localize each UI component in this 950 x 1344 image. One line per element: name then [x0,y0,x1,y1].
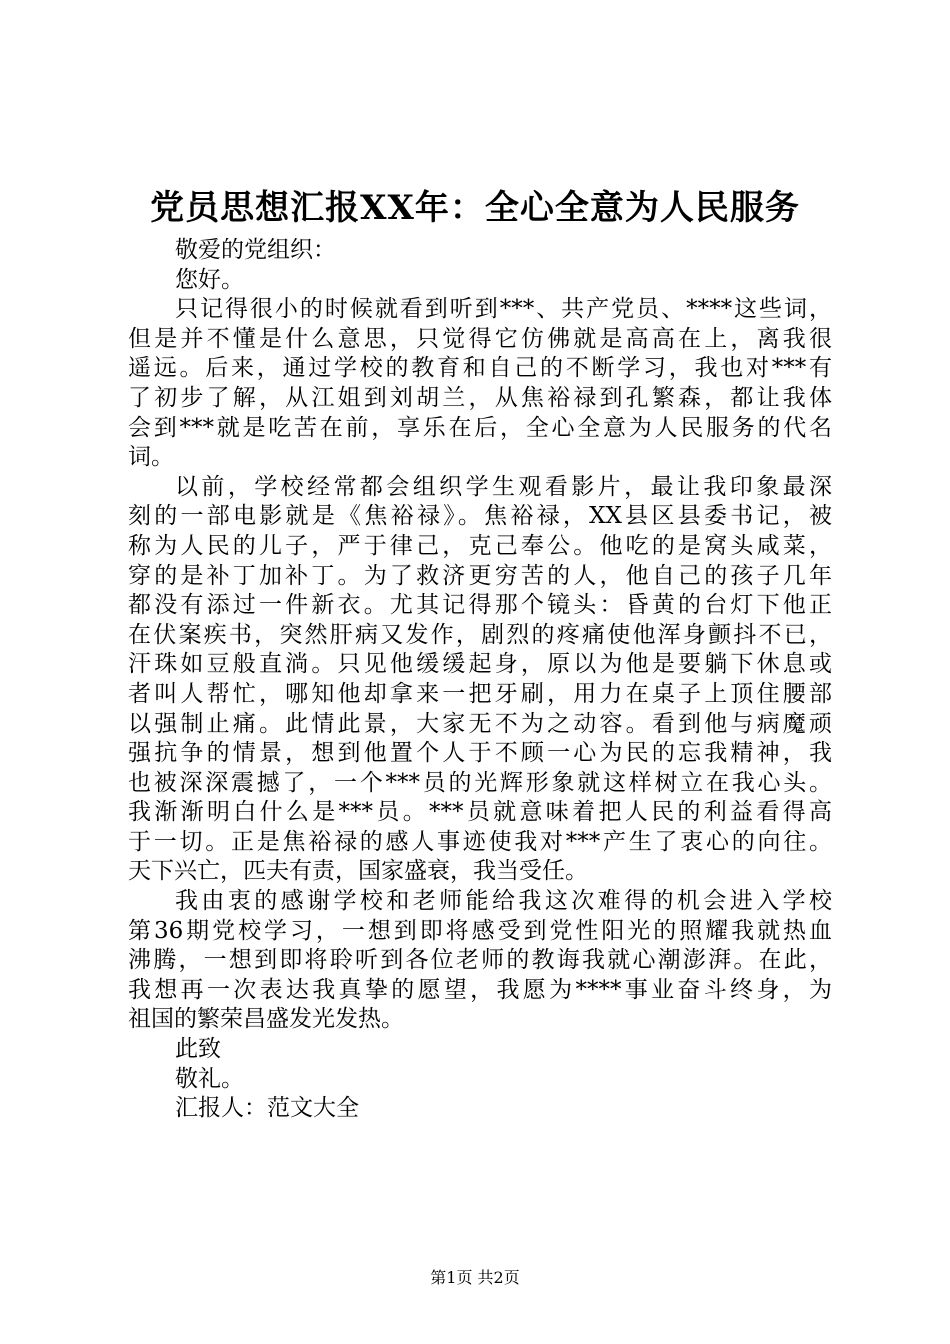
paragraph-line: 于一切。正是焦裕禄的感人事迹使我对***产生了衷心的向往。 [128,828,832,855]
paragraph-line: 者叫人帮忙，哪知他却拿来一把牙刷，用力在桌子上顶住腰部 [128,680,832,707]
paragraph-1 [128,295,832,473]
paragraph-line: 祖国的繁荣昌盛发光发热。 [128,1006,404,1033]
paragraph-line: 我由衷的感谢学校和老师能给我这次难得的机会进入学校 [175,888,832,915]
greeting: 您好。 [175,266,244,293]
paragraph-line: 遥远。后来，通过学校的教育和自己的不断学习，我也对***有 [128,355,832,382]
closing-line-1: 此致 [175,1036,221,1063]
paragraph-2 [128,473,832,887]
paragraph-line: 词。 [128,444,174,471]
paragraph-line: 在伏案疾书，突然肝病又发作，剧烈的疼痛使他浑身颤抖不已， [128,621,832,648]
paragraph-3 [128,887,832,1035]
paragraph-line: 刻的一部电影就是《焦裕禄》。焦裕禄，XX县区县委书记，被 [128,503,832,530]
salutation: 敬爱的党组织： [175,237,336,263]
paragraph-line: 只记得很小的时候就看到听到***、共产党员、****这些词， [175,296,832,323]
paragraph-line: 第36期党校学习，一想到即将感受到党性阳光的照耀我就热血 [128,917,832,944]
paragraph-line: 穿的是补丁加补丁。为了救济更穷苦的人，他自己的孩子几年 [128,562,832,589]
paragraph-line: 都没有添过一件新衣。尤其记得那个镜头：昏黄的台灯下他正 [128,592,832,619]
paragraph-line: 天下兴亡，匹夫有责，国家盛衰，我当受任。 [128,858,588,885]
document-title: 党员思想汇报XX年：全心全意为人民服务 [150,188,800,228]
paragraph-line: 但是并不懂是什么意思，只觉得它仿佛就是高高在上，离我很 [128,325,832,352]
document-body [128,236,832,1124]
paragraph-line: 沸腾，一想到即将聆听到各位老师的教诲我就心潮澎湃。在此， [128,947,832,974]
closing-line-2: 敬礼。 [175,1065,244,1092]
paragraph-line: 我想再一次表达我真挚的愿望，我愿为****事业奋斗终身，为 [128,976,832,1003]
paragraph-line: 也被深深震撼了，一个***员的光辉形象就这样树立在我心头。 [128,769,832,796]
paragraph-line: 以前，学校经常都会组织学生观看影片，最让我印象最深 [175,473,832,500]
paragraph-line: 汗珠如豆般直淌。只见他缓缓起身，原以为他是要躺下休息或 [128,651,832,678]
paragraph-line: 会到***就是吃苦在前，享乐在后，全心全意为人民服务的代名 [128,414,832,441]
page-number-footer: 第1页 共2页 [430,1268,520,1287]
paragraph-line: 以强制止痛。此情此景，大家无不为之动容。看到他与病魔顽 [128,710,832,737]
paragraph-line: 了初步了解，从江姐到刘胡兰，从焦裕禄到孔繁森，都让我体 [128,384,832,411]
paragraph-line: 我渐渐明白什么是***员。***员就意味着把人民的利益看得高 [128,799,832,826]
signature: 汇报人：范文大全 [175,1095,359,1122]
paragraph-line: 强抗争的情景，想到他置个人于不顾一心为民的忘我精神，我 [128,740,832,767]
paragraph-line: 称为人民的儿子，严于律己，克己奉公。他吃的是窝头咸菜， [128,532,832,559]
